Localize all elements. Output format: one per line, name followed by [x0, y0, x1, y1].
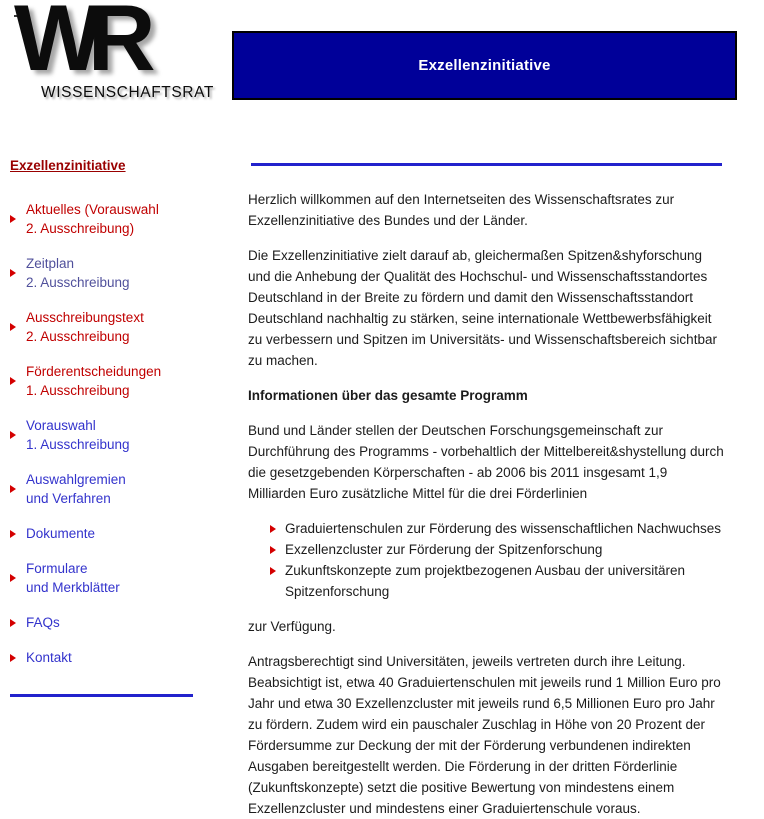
bullet-arrow-icon	[270, 525, 276, 533]
sidebar-divider-line	[10, 694, 193, 697]
label-line: Formulare	[26, 561, 88, 576]
sidebar-navigation	[10, 158, 228, 697]
label-line: und Merkblätter	[26, 580, 120, 595]
sidebar-item-aktuelles[interactable]	[10, 200, 228, 238]
label-line: Zeitplan	[26, 256, 75, 271]
sidebar-item-foerderentscheidungen[interactable]	[10, 362, 228, 400]
main-content	[248, 160, 725, 819]
welcome-paragraph: Herzlich willkommen auf den Internetseiten des Wissenschaftsrates zur Exzellenzinitiative des Bundes und der Länder.	[248, 192, 675, 228]
list-item	[270, 539, 725, 560]
label-line: 1. Ausschreibung	[26, 437, 130, 452]
funding-lines-list	[270, 518, 725, 602]
initiative-goal-paragraph: Die Exzellenzinitiative zielt darauf ab, gleichermaßen Spitzen&shyforschung und die Anhebung der Qualität des Hochschul- und Wissenschaftsstandortes Deutschland in der Breite zu fördern und damit den Wissenschaftsstandort Deutschland nachhaltig zu stärken, seine internationale Wettbewerbsfähigkeit zu verbessern und Spitzen im Universitäts- und Wissenschaftsbereich sichtbar zu machen.	[248, 248, 717, 368]
eligibility-paragraph: Antragsberechtigt sind Universitäten, jeweils vertreten durch ihre Leitung. Beabsichtigt ist, etwa 40 Graduiertenschulen mit jeweils rund 1 Million Euro pro Jahr und etwa 30 Exzellenzcluster mit jeweils rund 6,5 Millionen Euro pro Jahr zu fördern. Zudem wird ein pauschaler Zuschlag in Höhe von 20 Prozent der Fördersumme zur Deckung der mit der Förderung verbundenen indirekten Ausgaben bereitgestellt werden. Die Förderung in der dritten Förderlinie (Zukunftskonzepte) setzt die positive Bewertung von mindestens einem Exzellenzcluster und mindestens einer Graduiertenschule voraus.	[248, 654, 721, 816]
label-line: Dokumente	[26, 526, 96, 541]
sidebar-item-zeitplan[interactable]	[10, 254, 228, 292]
list-item-text: Zukunftskonzepte zum projektbezogenen Ausbau der universitären Spitzenforschung	[285, 563, 685, 599]
sidebar-item-label	[26, 254, 130, 292]
sidebar-item-label	[26, 613, 60, 632]
sidebar-item-kontakt[interactable]	[10, 648, 228, 667]
program-info-heading: Informationen über das gesamte Programm	[248, 388, 528, 403]
bullet-arrow-icon	[10, 377, 16, 385]
sidebar-item-label	[26, 362, 161, 400]
closing-line: zur Verfügung.	[248, 619, 336, 634]
bullet-arrow-icon	[10, 269, 16, 277]
bullet-arrow-icon	[10, 654, 16, 662]
sidebar-item-label	[26, 470, 126, 508]
sidebar-item-label	[26, 648, 72, 667]
label-line: Ausschreibungstext	[26, 310, 144, 325]
sidebar-item-label	[26, 559, 120, 597]
wissenschaftsrat-logo	[14, 0, 224, 110]
label-line: Vorauswahl	[26, 418, 96, 433]
bullet-arrow-icon	[270, 546, 276, 554]
list-item	[270, 560, 725, 602]
sidebar-item-formulare[interactable]	[10, 559, 228, 597]
label-line: Kontakt	[26, 650, 72, 665]
bullet-arrow-icon	[10, 485, 16, 493]
label-line: Auswahlgremien	[26, 472, 126, 487]
list-item-text: Exzellenzcluster zur Förderung der Spitzenforschung	[285, 542, 603, 557]
sidebar-item-faqs[interactable]	[10, 613, 228, 632]
sidebar-heading-exzellenzinitiative[interactable]: Exzellenzinitiative	[10, 158, 126, 173]
label-line: 1. Ausschreibung	[26, 383, 130, 398]
content-divider-line	[251, 163, 722, 166]
label-line: 2. Ausschreibung)	[26, 221, 135, 236]
bullet-arrow-icon	[10, 574, 16, 582]
label-line: 2. Ausschreibung	[26, 275, 130, 290]
sidebar-item-label	[26, 416, 130, 454]
sidebar-item-ausschreibungstext[interactable]	[10, 308, 228, 346]
logo-subtitle: WISSENSCHAFTSRAT	[41, 84, 214, 101]
label-line: FAQs	[26, 615, 60, 630]
sidebar-item-dokumente[interactable]	[10, 524, 228, 543]
bullet-arrow-icon	[10, 530, 16, 538]
label-line: Förderentscheidungen	[26, 364, 162, 379]
sidebar-item-label	[26, 524, 95, 543]
bullet-arrow-icon	[10, 323, 16, 331]
sidebar-item-vorauswahl[interactable]	[10, 416, 228, 454]
bullet-arrow-icon	[10, 215, 16, 223]
logo-wr-letters: WR	[14, 0, 141, 90]
list-item-text: Graduiertenschulen zur Förderung des wissenschaftlichen Nachwuchses	[285, 521, 721, 536]
label-line: und Verfahren	[26, 491, 111, 506]
sidebar-item-label	[26, 308, 144, 346]
banner-title: Exzellenzinitiative	[418, 57, 551, 74]
bullet-arrow-icon	[270, 567, 276, 575]
bullet-arrow-icon	[10, 431, 16, 439]
sidebar-item-auswahlgremien[interactable]	[10, 470, 228, 508]
label-line: Aktuelles (Vorauswahl	[26, 202, 159, 217]
bullet-arrow-icon	[10, 619, 16, 627]
funding-paragraph: Bund und Länder stellen der Deutschen Forschungsgemeinschaft zur Durchführung des Programms - vorbehaltlich der Mittelbereit&shystellung durch die gesetzgebenden Körperschaften - ab 2006 bis 2011 insgesamt 1,9 Milliarden Euro zusätzliche Mittel für die drei Förderlinien	[248, 423, 724, 501]
page-banner	[232, 31, 737, 100]
list-item	[270, 518, 725, 539]
label-line: 2. Ausschreibung	[26, 329, 130, 344]
sidebar-item-label	[26, 200, 159, 238]
